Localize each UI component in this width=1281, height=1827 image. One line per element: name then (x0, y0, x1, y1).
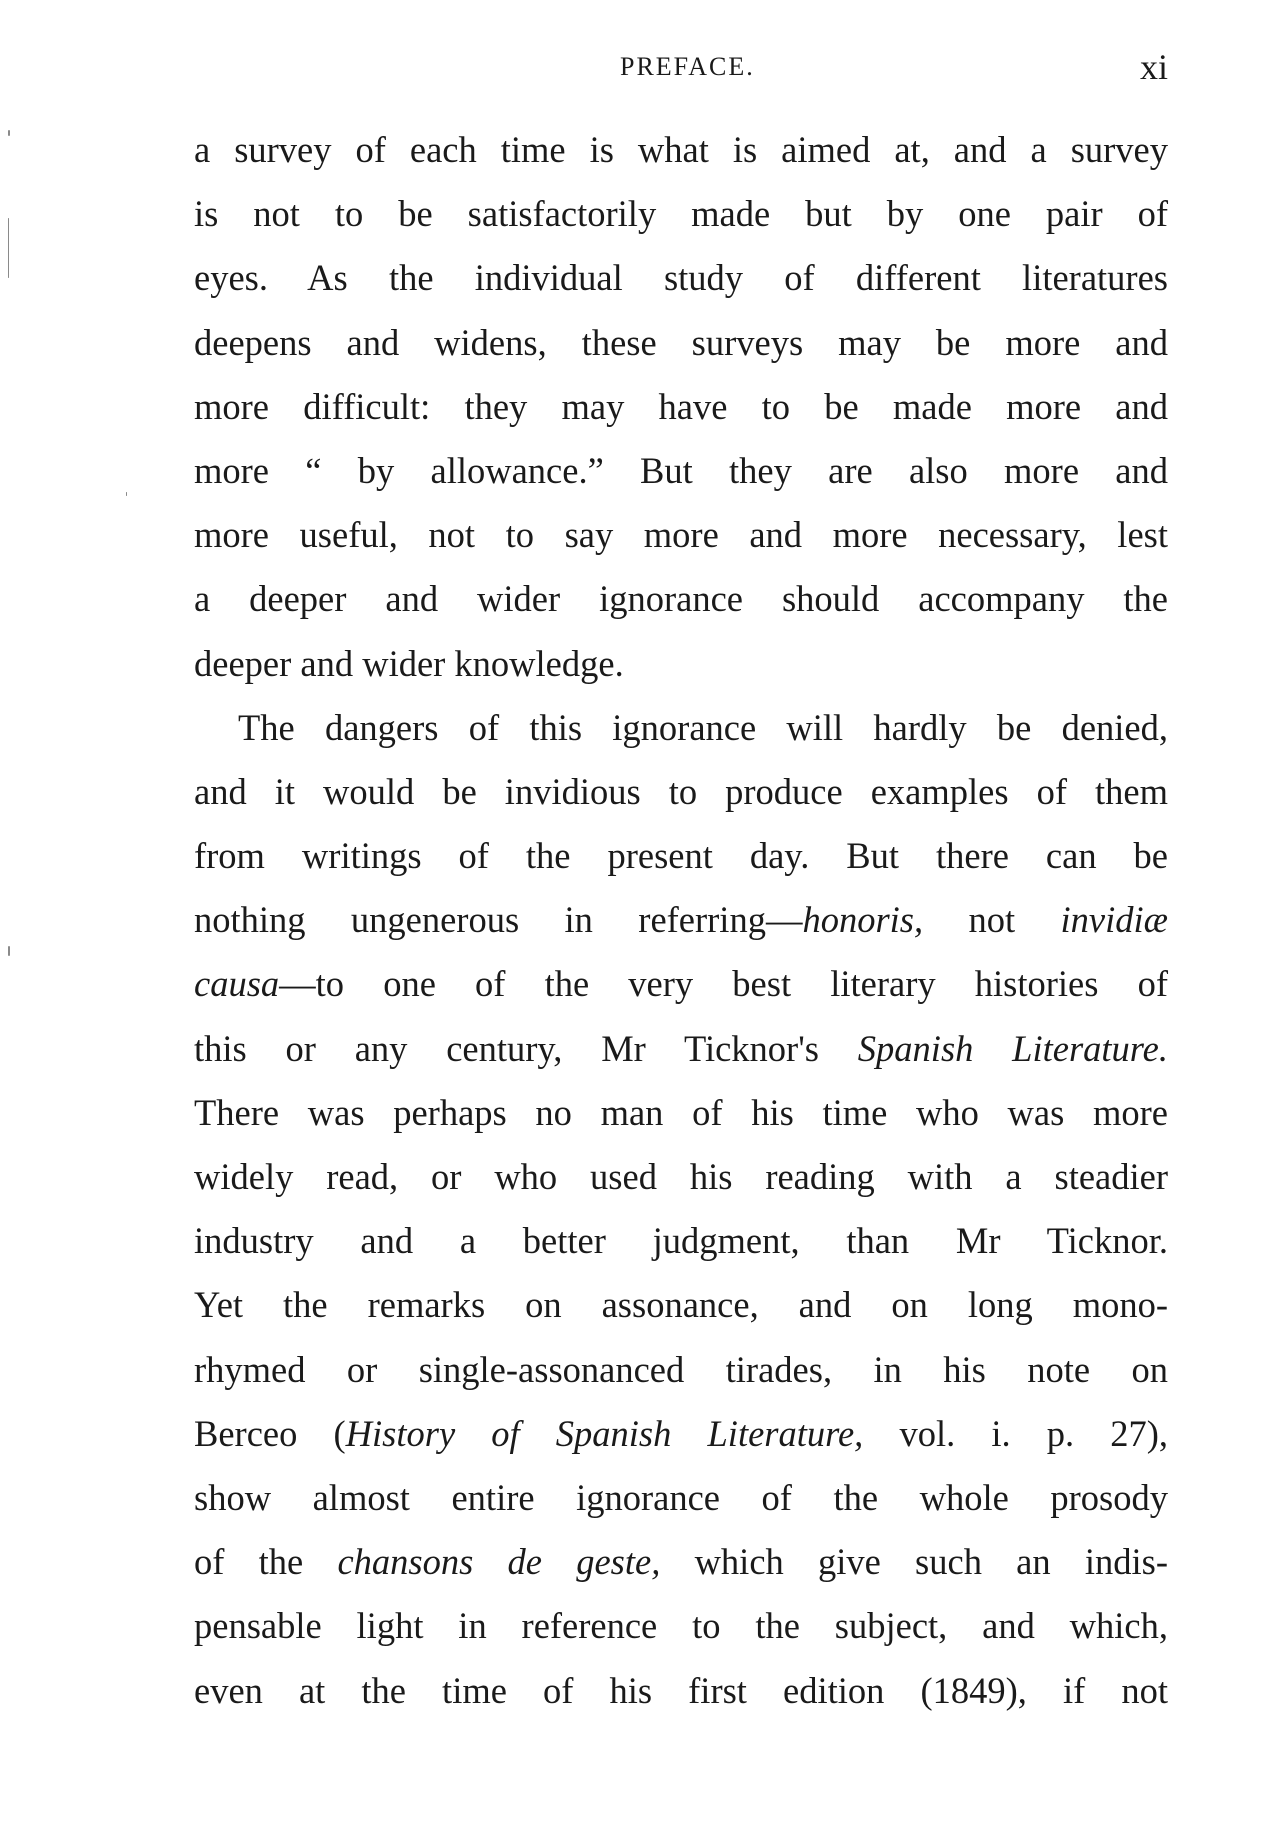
paragraph (194, 118, 1168, 696)
text-line (194, 1530, 1168, 1594)
text-run: of the (194, 1541, 338, 1583)
text-line: more difficult: they may have to be made more and (194, 385, 1168, 427)
text-run: nothing ungenerous in referring— (194, 899, 803, 941)
text-line: show almost entire ignorance of the whole prosody (194, 1476, 1168, 1518)
text-run: —to one of the very best literary histories of (279, 963, 1168, 1005)
text-line: more useful, not to say more and more necessary, lest (194, 514, 1168, 556)
text-line: is not to be satisfactorily made but by one pair of (194, 193, 1168, 235)
text-run: which give such an indis- (660, 1541, 1169, 1583)
body-text (194, 118, 1168, 1723)
text-line: a deeper and wider ignorance should accompany the (194, 578, 1168, 620)
text-line: a survey of each time is what is aimed at, and a survey (194, 129, 1168, 170)
margin-speck (126, 492, 127, 496)
text-line: from writings of the present day. But there can be (194, 835, 1168, 877)
text-line (194, 952, 1168, 1016)
text-line: rhymed or single-assonanced tirades, in his note on (194, 1348, 1168, 1390)
text-run: Berceo ( (194, 1412, 346, 1454)
paragraph (194, 696, 1168, 1723)
text-line: eyes. As the individual study of different literatures (194, 257, 1168, 299)
italic-text: causa (194, 963, 280, 1005)
text-run: this or any century, Mr Ticknor's (194, 1027, 858, 1069)
italic-text: chansons de geste, (337, 1541, 661, 1583)
italic-text: honoris, (802, 899, 924, 941)
italic-text: Spanish Literature. (857, 1027, 1168, 1069)
page-number: xi (1139, 47, 1168, 87)
text-line: and it would be invidious to produce examples of them (194, 770, 1168, 812)
text-run: vol. i. p. 27), (863, 1412, 1168, 1454)
italic-text: invidiæ (1060, 899, 1168, 941)
margin-speck (8, 946, 10, 956)
text-line (194, 888, 1168, 952)
text-line: widely read, or who used his reading with a steadier (194, 1156, 1168, 1197)
text-line: deeper and wider knowledge. (194, 642, 624, 684)
text-line (194, 1017, 1168, 1081)
text-line: industry and a better judgment, than Mr Ticknor. (194, 1220, 1168, 1262)
text-line: There was perhaps no man of his time who was more (194, 1091, 1168, 1133)
text-run: not (923, 899, 1061, 941)
text-line: even at the time of his first edition (1849), if not (194, 1669, 1168, 1711)
text-line: more “ by allowance.” But they are also more and (194, 449, 1168, 491)
text-line (194, 1402, 1168, 1466)
margin-speck (8, 218, 9, 278)
text-line: deepens and widens, these surveys may be more and (194, 321, 1168, 363)
text-line: The dangers of this ignorance will hardly be denied, (238, 706, 1168, 748)
text-line: Yet the remarks on assonance, and on long mono- (194, 1284, 1168, 1326)
running-head: PREFACE. (620, 52, 755, 81)
page-header (0, 48, 1281, 88)
margin-speck (8, 130, 10, 136)
text-line: pensable light in reference to the subject, and which, (194, 1605, 1168, 1647)
italic-text: History of Spanish Literature, (345, 1412, 864, 1454)
